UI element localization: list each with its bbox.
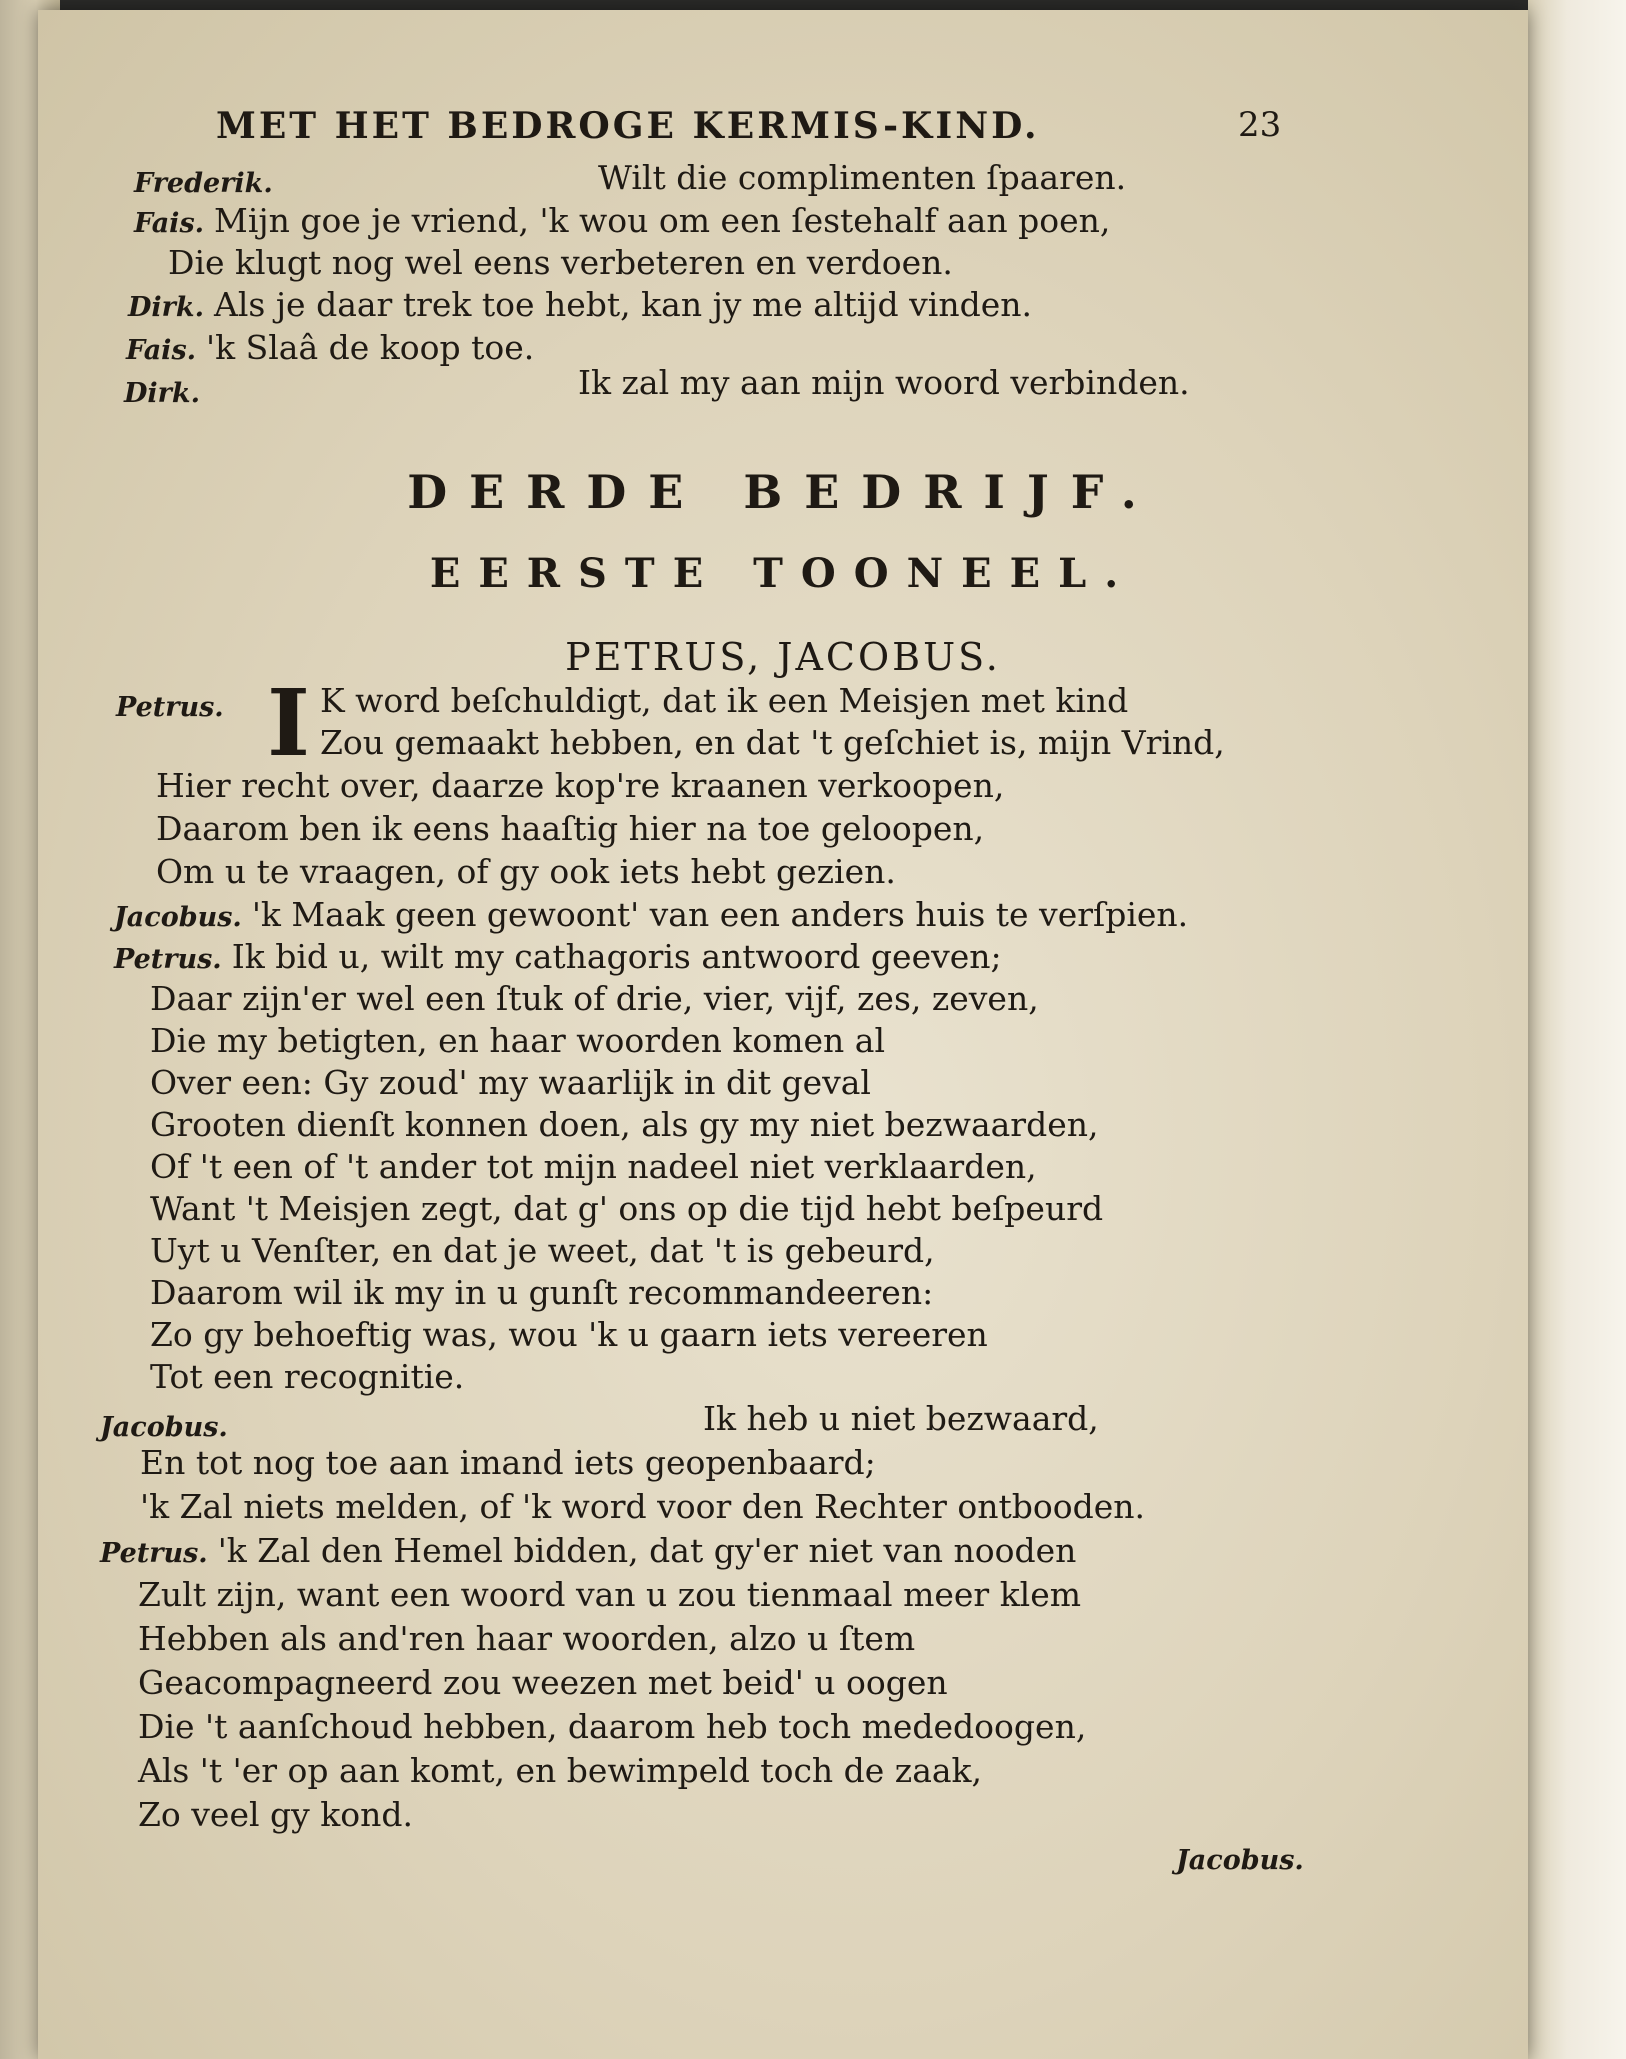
characters-heading: PETRUS, JACOBUS. [565,635,1001,679]
speaker-label: Petrus. [116,692,224,723]
verse-text: 'k Maak geen gewoont' van een anders huis te verſpien. [251,895,1189,934]
act-heading: DERDE BEDRIJF. [407,465,1159,519]
verse-line: Om u te vraagen, of gy ook iets hebt gezien. [156,852,896,891]
verse-line: Ik heb u niet bezwaard, [703,1399,1099,1438]
verse-text: Mijn goe je vriend, 'k wou om een ſestehalf aan poen, [214,201,1111,240]
verse-line: Daar zijn'er wel een ſtuk of drie, vier, vijf, zes, zeven, [150,979,1039,1018]
running-title: MET HET BEDROGE KERMIS-KIND. [216,105,1040,147]
verse-line: En tot nog toe aan imand iets geopenbaard; [140,1443,876,1482]
verse-line: Geacompagneerd zou weezen met beid' u oogen [138,1663,948,1702]
verse-line [114,937,1002,980]
verse-line: Daarom ben ik eens haaſtig hier na toe geloopen, [156,809,985,848]
verse-line: Daarom wil ik my in u gunſt recommandeeren: [150,1273,934,1312]
speaker-label: Petrus. [114,944,222,975]
verse-line [128,285,1032,328]
verse-line: Zo veel gy kond. [138,1795,414,1834]
verse-line: Of 't een of 't ander tot mijn nadeel niet verklaarden, [150,1147,1037,1186]
speaker-label: Jacobus. [114,902,242,933]
verse-line: Ik zal my aan mijn woord verbinden. [578,363,1190,402]
verse-text: Als je daar trek toe hebt, kan jy me altijd vinden. [214,285,1032,324]
verse-line: Hebben als and'ren haar woorden, alzo u ſtem [138,1619,916,1658]
verse-line: 'k Zal niets melden, of 'k word voor den Rechter ontbooden. [140,1487,1145,1526]
verse-line: Uyt u Venſter, en dat je weet, dat 't is gebeurd, [150,1231,935,1270]
drop-capital: I [267,669,311,777]
verse-text: 'k Slaâ de koop toe. [206,328,535,367]
verse-line: Die my betigten, en haar woorden komen al [150,1021,886,1060]
book-page [38,10,1528,2059]
page-number: 23 [1238,105,1282,145]
verse-line: Als 't 'er op aan komt, en bewimpeld toch de zaak, [138,1751,983,1790]
running-head [38,105,1528,165]
speaker-label: Fais. [134,208,205,239]
speaker-label: Jacobus. [100,1412,228,1443]
verse-line: Zo gy behoeftig was, wou 'k u gaarn iets vereeren [150,1315,988,1354]
speaker-label: Petrus. [100,1538,208,1569]
verse-line [126,328,534,371]
verse-line [134,201,1110,244]
verse-line: Hier recht over, daarze kop're kraanen verkoopen, [156,766,1005,805]
speaker-label: Dirk. [128,292,205,323]
verse-line: Zult zijn, want een woord van u zou tienmaal meer klem [138,1575,1082,1614]
verse-line: Want 't Meisjen zegt, dat g' ons op die tijd hebt beſpeurd [150,1189,1104,1228]
verse-line: Wilt die complimenten ſpaaren. [598,158,1127,197]
verse-line: Die klugt nog wel eens verbeteren en verdoen. [168,243,953,282]
speaker-label: Dirk. [124,378,201,409]
verse-line: Zou gemaakt hebben, en dat 't geſchiet is, mijn Vrind, [320,723,1225,762]
verse-line: Over een: Gy zoud' my waarlijk in dit geval [150,1063,871,1102]
verse-line [100,1531,1076,1574]
verse-line: K word beſchuldigt, dat ik een Meisjen met kind [320,681,1129,720]
verse-line: Die 't aanſchoud hebben, daarom heb toch mededoogen, [138,1707,1087,1746]
verse-text: 'k Zal den Hemel bidden, dat gy'er niet van nooden [217,1531,1077,1570]
verse-line [114,895,1188,938]
verse-line: Tot een recognitie. [150,1357,465,1396]
scene-heading: EERSTE TOONEEL. [429,550,1137,597]
verse-text: Ik bid u, wilt my cathagoris antwoord geeven; [231,937,1002,976]
verse-line: Grooten dienſt konnen doen, als gy my niet bezwaarden, [150,1105,1099,1144]
speaker-label: Frederik. [134,168,273,199]
speaker-label: Fais. [126,335,197,366]
book-page-edges [1528,0,1626,2059]
catchword: Jacobus. [1176,1845,1304,1876]
